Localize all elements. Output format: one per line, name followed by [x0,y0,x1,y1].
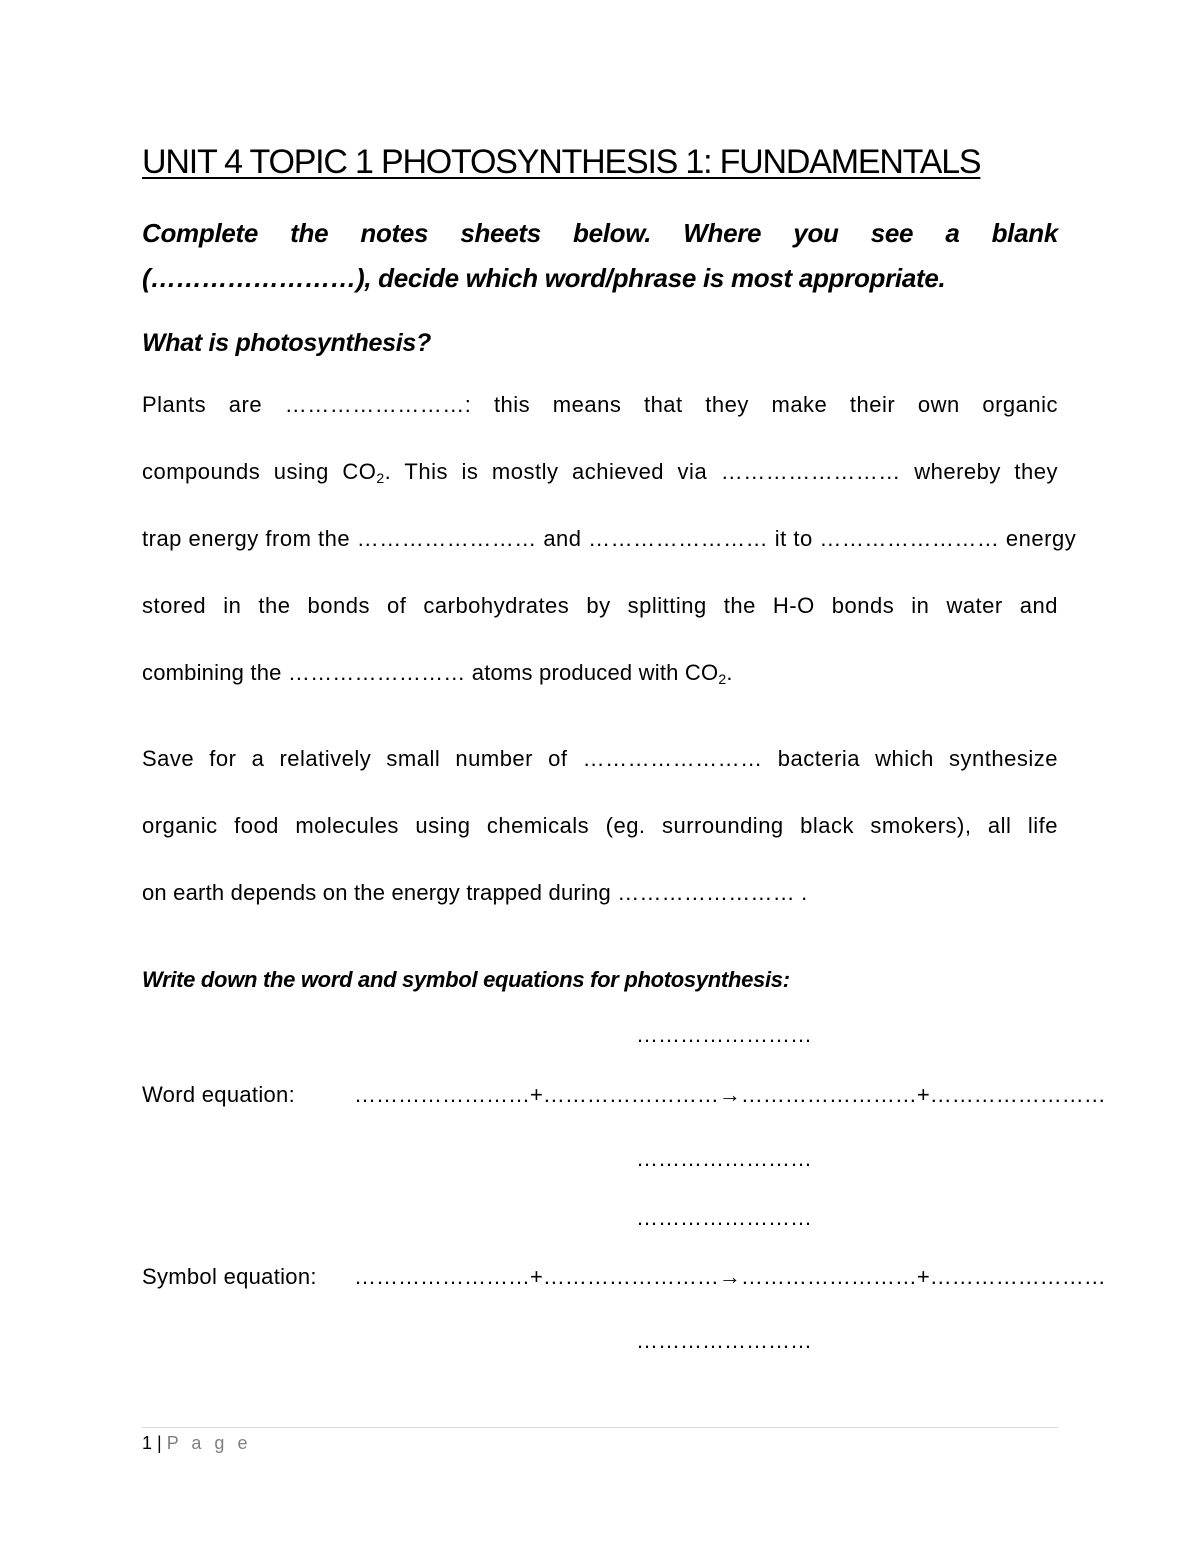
blank: …………………… [542,1264,719,1289]
plus-sign: + [916,1082,930,1107]
plus-sign: + [530,1264,543,1289]
line-text: . [726,660,733,685]
paragraph-1-line-2 [142,459,1058,485]
page-number: 1 [142,1433,153,1453]
line-text: compounds using CO [142,459,377,484]
subscript: 2 [718,671,727,687]
footer-divider [142,1427,1058,1428]
blank: …………………… [354,1264,530,1289]
page-footer [142,1433,251,1454]
blank: …………………… [354,1082,530,1107]
instructions-line-1: Complete the notes sheets below. Where you see a blank [142,218,1058,248]
paragraph-1-line-5 [142,660,733,686]
word-equation-row [354,1082,1106,1108]
symbol-equation-below-blank: …………………… [636,1328,812,1353]
section-heading-what-is-photosynthesis: What is photosynthesis? [142,329,431,357]
blank: …………………… [740,1082,917,1107]
line-text: . This is mostly achieved via …………………… whereby they [384,459,1058,484]
paragraph-2-line-3: on earth depends on the energy trapped during …………………… . [142,880,808,905]
word-equation-label: Word equation: [142,1082,296,1107]
arrow-icon: → [718,1082,741,1107]
instructions-line-2: (……………………), decide which word/phrase is most appropriate. [142,263,946,293]
paragraph-1-line-3: trap energy from the …………………… and …………………… it to …………………… energy [142,526,1077,551]
footer-separator: | [157,1433,162,1453]
paragraph-1-line-1: Plants are ……………………: this means that they make their own organic [142,392,1058,417]
arrow-icon: → [718,1264,741,1289]
blank: …………………… [929,1082,1106,1107]
symbol-equation-label: Symbol equation: [142,1264,317,1289]
plus-sign: + [916,1264,930,1289]
word-equation-above-blank: …………………… [636,1022,812,1047]
blank: …………………… [740,1264,917,1289]
line-text: combining the …………………… atoms produced with CO [142,660,719,685]
symbol-equation-row [354,1264,1106,1290]
symbol-equation-above-blank: …………………… [636,1205,812,1230]
blank: …………………… [929,1264,1106,1289]
page-title: UNIT 4 TOPIC 1 PHOTOSYNTHESIS 1: FUNDAMENTALS [142,143,981,181]
paragraph-2-line-1: Save for a relatively small number of …………………… bacteria which synthesize [142,746,1058,771]
subscript: 2 [376,470,385,486]
paragraph-1-line-4: stored in the bonds of carbohydrates by splitting the H-O bonds in water and [142,593,1058,618]
page-label: P a g e [166,1433,252,1453]
section-heading-equations: Write down the word and symbol equations for photosynthesis: [142,967,790,992]
word-equation-below-blank: …………………… [636,1146,812,1171]
blank: …………………… [542,1082,719,1107]
plus-sign: + [530,1082,543,1107]
paragraph-2-line-2: organic food molecules using chemicals (eg. surrounding black smokers), all life [142,813,1058,838]
